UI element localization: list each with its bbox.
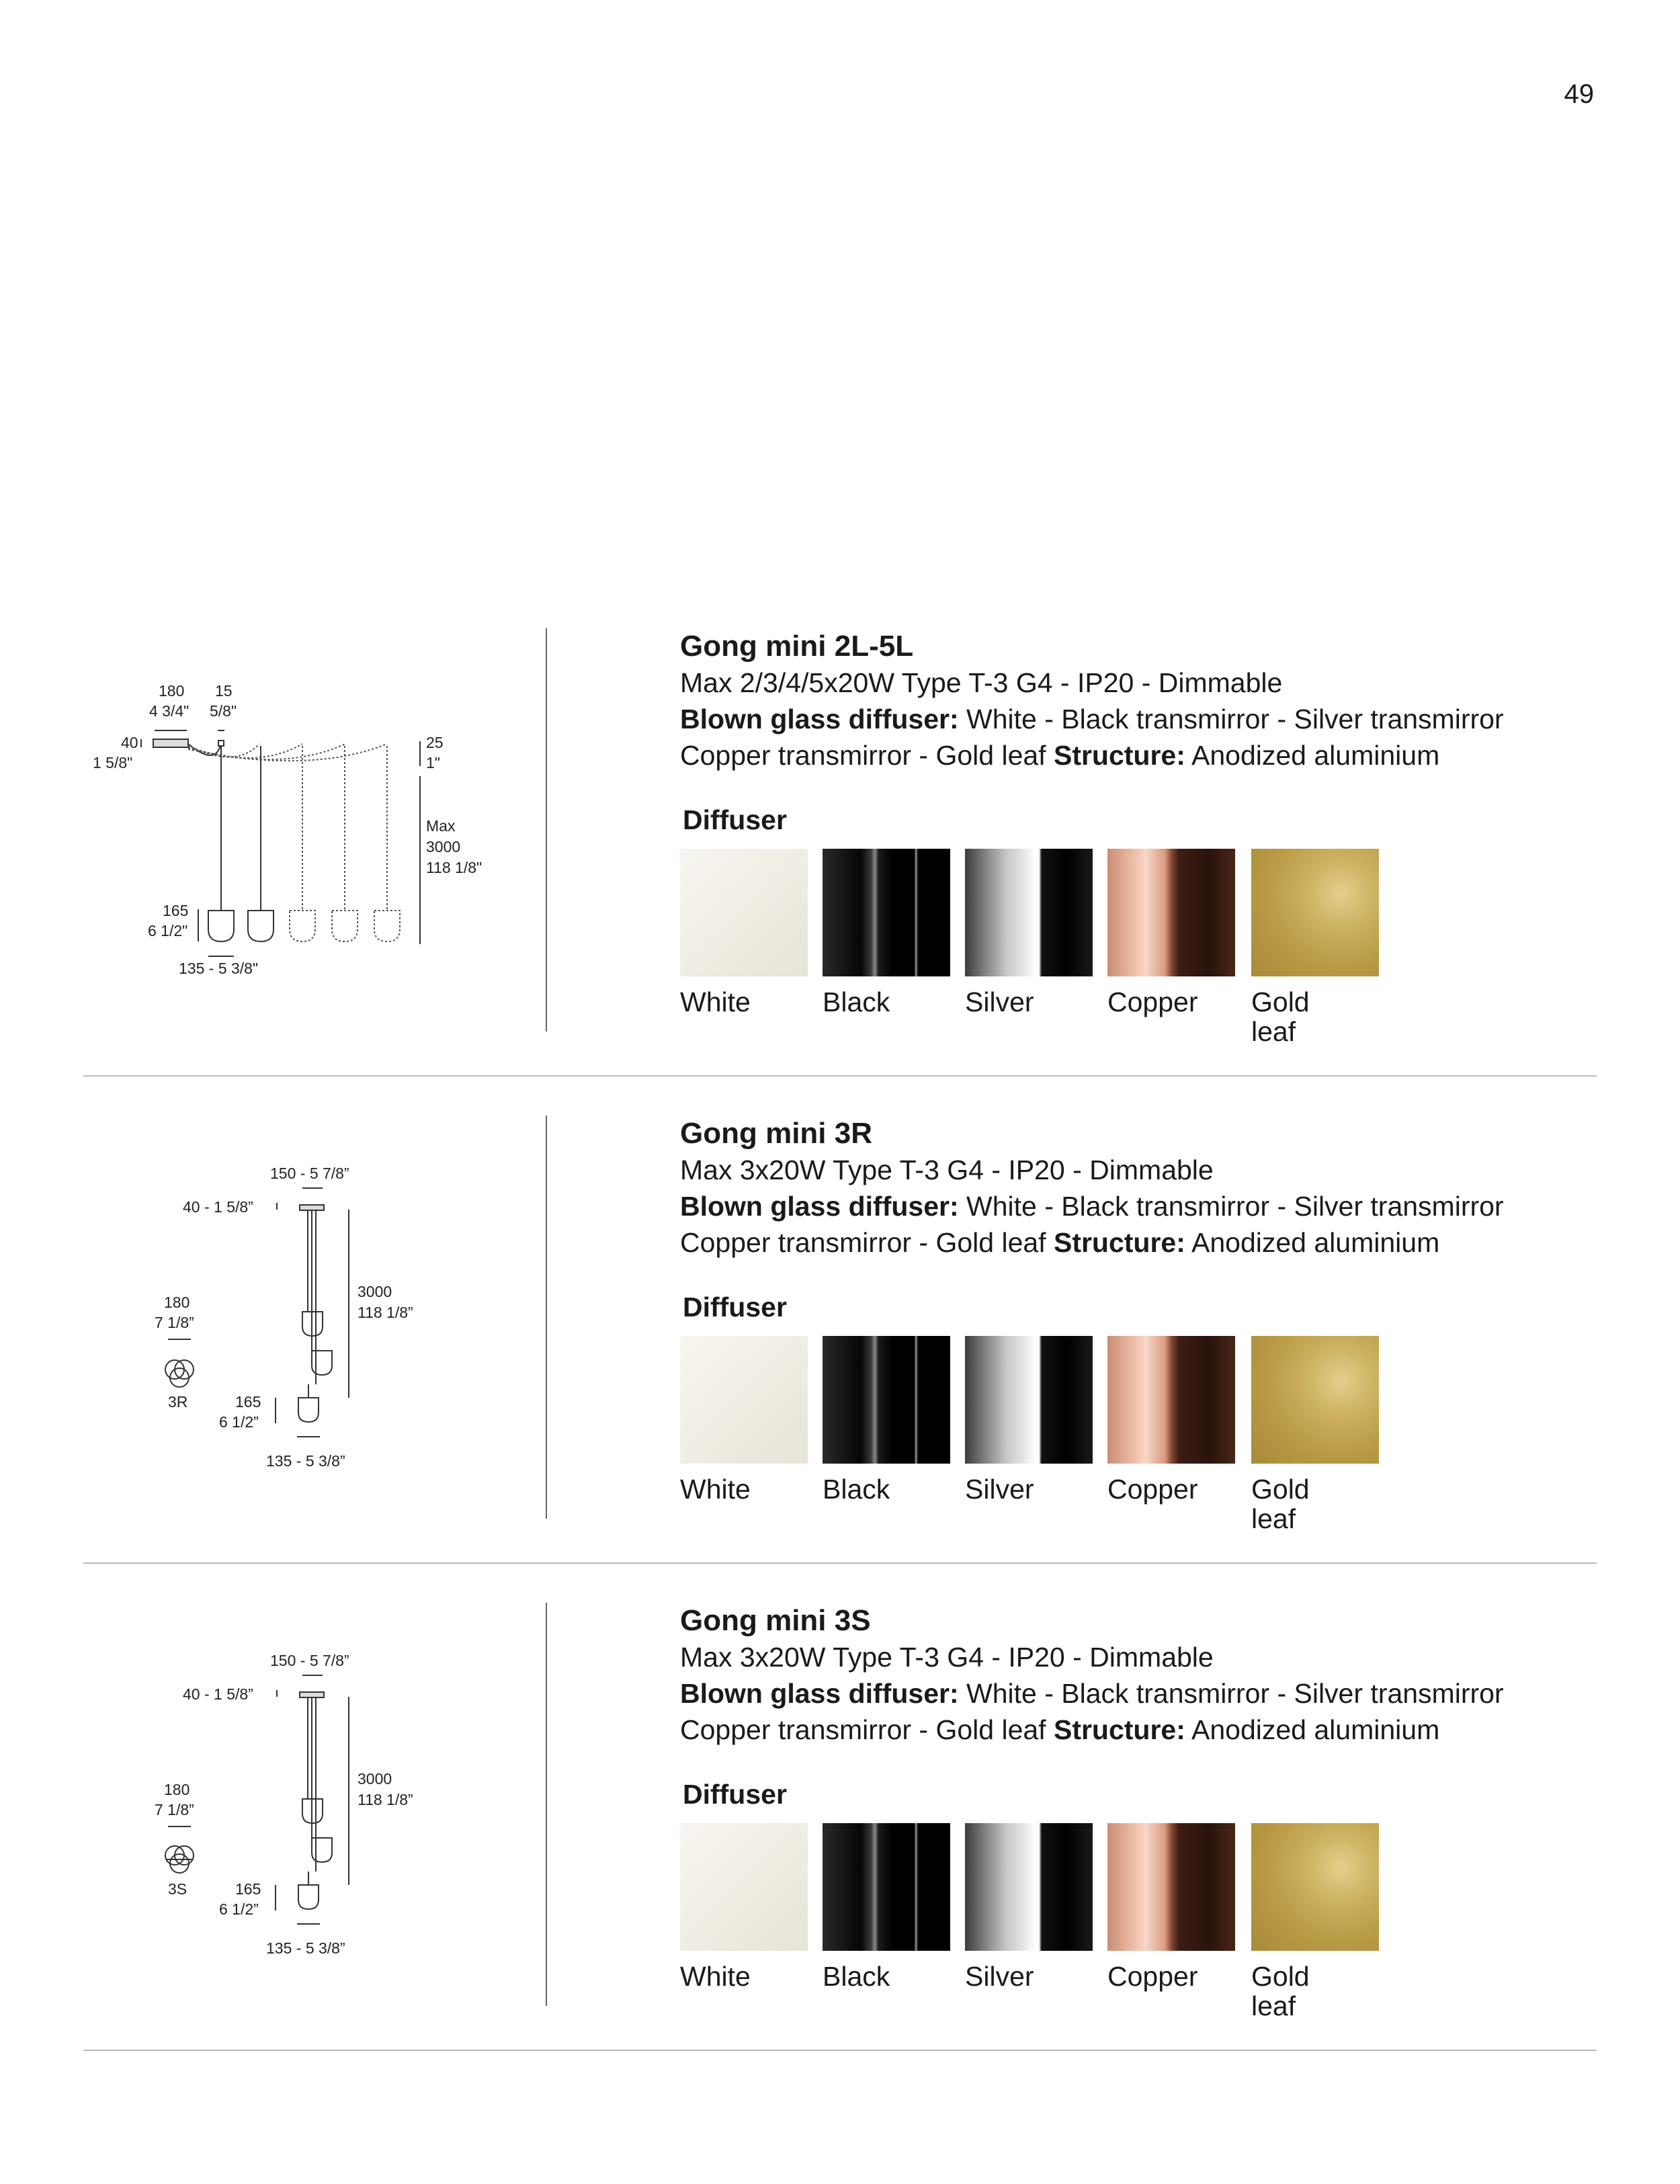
dim-shade-width: 135 - 5 3/8" [179, 960, 259, 977]
diffuser-heading: Diffuser [683, 1292, 787, 1322]
dim-shade-height-in: 6 1/2” [219, 1900, 259, 1918]
spec-structure-value: Anodized aluminium [1185, 1714, 1440, 1745]
spec-structure-label: Structure: [1053, 740, 1185, 771]
swatch-silver [965, 1823, 1093, 1991]
section-divider [83, 1075, 1597, 1077]
dim-hook: 15 [215, 682, 233, 700]
product-title: Gong mini 3S [680, 1604, 871, 1637]
shade-shape [208, 911, 234, 941]
spec-structure [680, 1712, 1607, 1748]
canopy-shape [153, 739, 188, 747]
product-info [680, 1116, 1607, 1534]
technical-drawing-2l-5l [81, 628, 538, 1032]
spec-diffuser-options-cont: Copper transmirror - Gold leaf [680, 1227, 1054, 1258]
dim-cable: 3000 [358, 1283, 392, 1300]
dim-cable-in: 118 1/8” [358, 1304, 413, 1321]
spec-structure-label: Structure: [1053, 1714, 1185, 1745]
spec-diffuser-label: Blown glass diffuser: [680, 1678, 959, 1709]
swatch-label: Gold leaf [1251, 1961, 1310, 2021]
swatch-chip-silver [965, 1336, 1093, 1464]
canopy-shape [300, 1692, 324, 1697]
spec-structure [680, 1224, 1607, 1261]
dimension-drawing-svg [81, 1116, 538, 1519]
swatch-chip-gold-leaf [1251, 849, 1379, 976]
technical-drawing-3r [81, 1116, 538, 1519]
dimension-drawing-svg [81, 628, 538, 1032]
swatch-chip-silver [965, 849, 1093, 976]
dim-shade-height: 165 [235, 1880, 261, 1898]
spec-diffuser [680, 1188, 1607, 1224]
swatch-white [680, 1336, 808, 1504]
spec-diffuser-options: White - Black transmirror - Silver transmirror [958, 1191, 1504, 1222]
dim-shade-width: 135 - 5 3/8” [266, 1939, 345, 1957]
spec-diffuser-options: White - Black transmirror - Silver transmirror [958, 704, 1504, 734]
spec-structure [680, 737, 1607, 773]
swatch-label: White [680, 1961, 751, 1992]
swatch-silver [965, 849, 1093, 1017]
product-info [680, 1603, 1607, 2021]
swatch-chip-white [680, 849, 808, 976]
diffuser-swatches [680, 1336, 1607, 1534]
layout-code: 3S [168, 1880, 187, 1898]
swatch-black [823, 849, 950, 1017]
spec-structure-label: Structure: [1053, 1227, 1185, 1258]
dim-shade-height-in: 6 1/2” [219, 1413, 259, 1431]
vertical-divider [546, 628, 547, 1032]
dim-cable-in: 118 1/8” [358, 1791, 413, 1808]
swatch-label: Copper [1107, 1961, 1198, 1992]
swatch-label: Gold leaf [1251, 1474, 1310, 1534]
swatch-label: Black [823, 1961, 890, 1992]
canopy-shape [300, 1205, 324, 1210]
dim-shade-width: 135 - 5 3/8” [266, 1452, 345, 1470]
diffuser-swatches [680, 849, 1607, 1047]
dim-max-label: Max [426, 817, 456, 835]
product-section-3r [0, 1116, 1680, 1534]
vertical-divider [546, 1603, 547, 2006]
dim-top: 150 - 5 7/8” [270, 1652, 349, 1669]
dim-drop-in: 1" [426, 754, 440, 771]
swatch-black [823, 1823, 950, 1991]
dim-spread-in: 7 1/8” [155, 1314, 194, 1331]
dim-drop: 25 [426, 734, 444, 751]
swatch-label: Silver [965, 986, 1034, 1017]
swatch-chip-white [680, 1823, 808, 1951]
spec-power: Max 3x20W Type T-3 G4 - IP20 - Dimmable [680, 1154, 1214, 1185]
dim-spread: 180 [164, 1781, 190, 1798]
swatch-chip-copper [1107, 1336, 1235, 1464]
dim-cable: 3000 [426, 838, 461, 855]
product-section-3s [0, 1603, 1680, 2021]
swatch-label: Black [823, 1474, 890, 1505]
spec-structure-value: Anodized aluminium [1185, 740, 1440, 771]
dim-canopy-width: 180 [159, 682, 185, 700]
swatch-gold-leaf [1251, 849, 1379, 1046]
swatch-white [680, 849, 808, 1017]
dim-canopy-height-in: 1 5/8" [93, 754, 133, 771]
product-section-2l-5l [0, 628, 1680, 1047]
dim-shade-height: 165 [235, 1393, 261, 1411]
spec-diffuser-label: Blown glass diffuser: [680, 1191, 959, 1222]
swatch-label: Silver [965, 1961, 1034, 1992]
swatch-label: Copper [1107, 1474, 1198, 1505]
swatch-black [823, 1336, 950, 1504]
spec-diffuser-options-cont: Copper transmirror - Gold leaf [680, 740, 1054, 771]
dim-shade-height: 165 [163, 902, 189, 919]
product-info [680, 628, 1607, 1047]
swatch-chip-copper [1107, 849, 1235, 976]
swatch-label: Gold leaf [1251, 986, 1310, 1047]
swatch-label: Copper [1107, 986, 1198, 1017]
swatch-chip-gold-leaf [1251, 1823, 1379, 1951]
dim-shade-height-in: 6 1/2" [148, 922, 188, 939]
swatch-label: Black [823, 986, 890, 1017]
dim-canopy-width-in: 4 3/4" [149, 702, 190, 720]
spec-structure-value: Anodized aluminium [1185, 1227, 1440, 1258]
dim-top: 150 - 5 7/8” [270, 1165, 349, 1182]
dim-spread-in: 7 1/8” [155, 1801, 194, 1818]
spec-diffuser-options: White - Black transmirror - Silver transmirror [958, 1678, 1504, 1709]
product-title: Gong mini 2L-5L [680, 630, 914, 663]
dim-canopy: 40 - 1 5/8” [183, 1198, 253, 1216]
swatch-chip-gold-leaf [1251, 1336, 1379, 1464]
diffuser-heading: Diffuser [683, 804, 787, 835]
page-number: 49 [1564, 79, 1594, 109]
spec-diffuser [680, 1675, 1607, 1712]
swatch-silver [965, 1336, 1093, 1504]
swatch-copper [1107, 1823, 1235, 1991]
dim-hook-in: 5/8" [210, 702, 237, 720]
layout-code: 3R [168, 1393, 188, 1411]
spec-diffuser [680, 701, 1607, 737]
swatch-label: White [680, 986, 751, 1017]
spec-power: Max 2/3/4/5x20W Type T-3 G4 - IP20 - Dimmable [680, 667, 1283, 698]
section-divider [83, 2050, 1597, 2051]
diffuser-swatches [680, 1823, 1607, 2021]
swatch-copper [1107, 849, 1235, 1017]
swatch-chip-black [823, 849, 950, 976]
dim-spread: 180 [164, 1294, 190, 1311]
dimension-drawing-svg [81, 1603, 538, 2006]
spec-diffuser-label: Blown glass diffuser: [680, 704, 959, 734]
diffuser-heading: Diffuser [683, 1779, 787, 1810]
vertical-divider [546, 1116, 547, 1519]
section-divider [83, 1562, 1597, 1564]
dim-canopy: 40 - 1 5/8” [183, 1685, 253, 1703]
swatch-chip-white [680, 1336, 808, 1464]
swatch-gold-leaf [1251, 1336, 1379, 1534]
swatch-white [680, 1823, 808, 1991]
technical-drawing-3s [81, 1603, 538, 2006]
spec-power: Max 3x20W Type T-3 G4 - IP20 - Dimmable [680, 1642, 1214, 1673]
spec-diffuser-options-cont: Copper transmirror - Gold leaf [680, 1714, 1054, 1745]
swatch-chip-black [823, 1336, 950, 1464]
dim-canopy-height: 40 [121, 734, 138, 751]
swatch-chip-silver [965, 1823, 1093, 1951]
swatch-label: White [680, 1474, 751, 1505]
swatch-label: Silver [965, 1474, 1034, 1505]
swatch-copper [1107, 1336, 1235, 1504]
dim-cable-in: 118 1/8" [426, 859, 482, 876]
swatch-gold-leaf [1251, 1823, 1379, 2021]
swatch-chip-copper [1107, 1823, 1235, 1951]
dim-cable: 3000 [358, 1770, 392, 1788]
product-title: Gong mini 3R [680, 1117, 872, 1150]
swatch-chip-black [823, 1823, 950, 1951]
